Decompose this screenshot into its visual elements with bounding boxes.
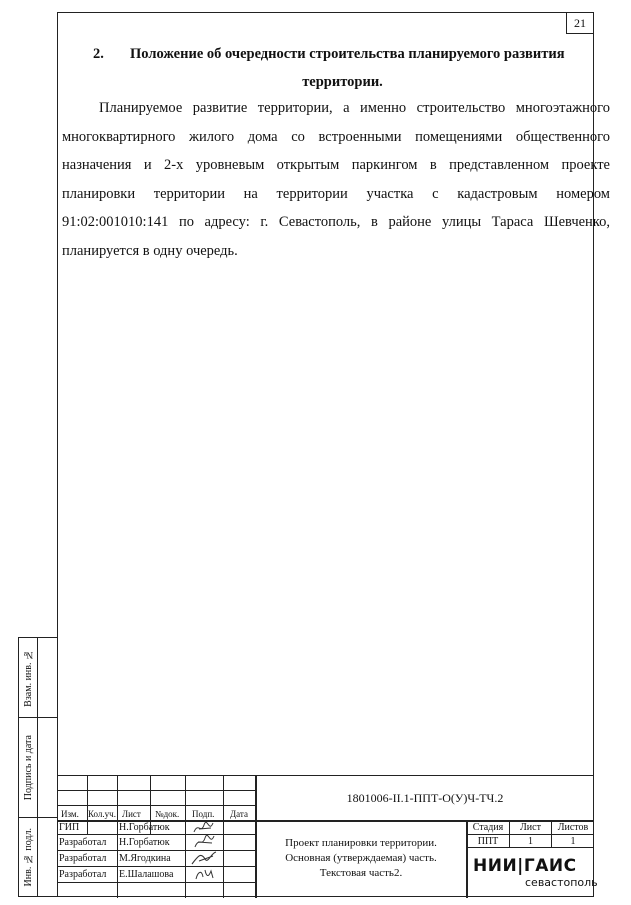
signature-2 [191, 834, 219, 850]
doc-code: 1801006-II.1-ППТ-О(У)Ч-ТЧ.2 [346, 790, 504, 805]
row-2-name: Н.Горбатюк [119, 837, 170, 848]
side-stamp-podpis [18, 717, 58, 818]
heading-line-2: территории. [302, 74, 383, 90]
hdr-list: Лист [122, 808, 141, 819]
project-title-3: Текстовая часть2. [319, 867, 403, 879]
logo-main: НИИ|ГАИС [473, 856, 577, 876]
project-title-1: Проект планировки территории. [285, 837, 437, 849]
row-4-name: Е.Шалашова [119, 869, 174, 880]
body-paragraph: Планируемое развитие территории, а именно строительство многоэтажного многоквартирного жилого дома со встроенными помещениями общественного назначения и 2-х уровневым открытым паркингом в представленном проекте планировки территории на территории участка с кадастровым номером 91:02:001010:141 по адресу: г. Севастополь, в районе улицы Тараса Шевченко, планируется в одну очередь. [62, 100, 610, 259]
side-stamp-inv [18, 817, 58, 897]
title-block [57, 775, 598, 897]
hdr-data: Дата [230, 808, 248, 819]
stage-value: ППТ [477, 835, 499, 847]
project-title-2: Основная (утверждаемая) часть. [285, 852, 437, 864]
heading-number: 2. [93, 46, 104, 62]
row-1-role: ГИП [59, 822, 80, 833]
sheet-label: Лист [520, 822, 541, 833]
label-vzam: Взам. инв. № [22, 648, 34, 707]
row-3-role: Разработал [59, 853, 107, 864]
signature-4 [191, 866, 219, 882]
hdr-izm: Изм. [61, 808, 79, 819]
row-2-role: Разработал [59, 837, 107, 848]
stage-label: Стадия [472, 822, 504, 833]
row-1-name: Н.Горбатюк [119, 822, 170, 833]
sheets-label: Листов [557, 822, 589, 833]
row-3-name: М.Ягодкина [119, 853, 171, 864]
row-4-role: Разработал [59, 869, 107, 880]
sheet-value: 1 [528, 835, 533, 847]
signature-3 [189, 850, 219, 866]
logo-sub: севастополь [525, 876, 598, 889]
label-podpis: Подпись и дата [22, 734, 34, 801]
hdr-podp: Подп. [192, 808, 215, 819]
hdr-ndok: №док. [155, 808, 180, 819]
sheets-value: 1 [570, 835, 576, 847]
label-inv: Инв. № подл. [22, 827, 34, 887]
heading-line-1: Положение об очередности строительства планируемого развития [130, 46, 565, 62]
company-logo [473, 856, 598, 894]
page-number: 21 [566, 12, 594, 34]
side-stamp-vzam [18, 637, 58, 718]
hdr-kol: Кол.уч. [88, 808, 116, 819]
